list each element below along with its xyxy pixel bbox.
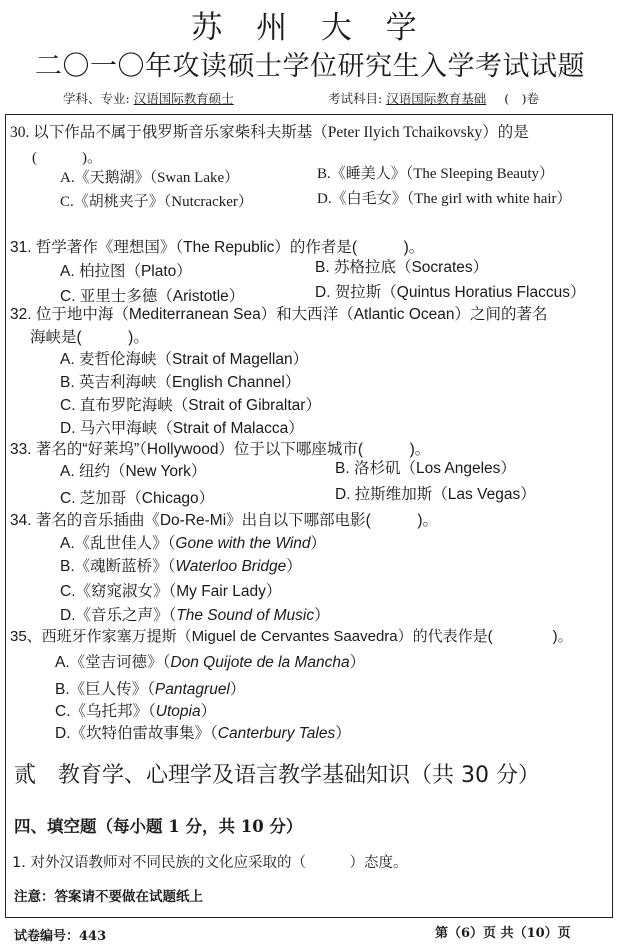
option-cn: A.《乱世佳人》（ — [60, 535, 176, 552]
subject-field — [63, 89, 234, 107]
question-30-option-a: A.《天鹅湖》（Swan Lake） — [60, 170, 240, 186]
course-label: 考试科目: — [328, 91, 383, 106]
question-33-option-a: A. 纽约（New York） — [60, 463, 207, 480]
question-34-stem: 34. 著名的音乐插曲《Do-Re-Mi》出自以下哪部电影( )。 — [10, 512, 438, 529]
question-32-stem-cont: 海峡是( )。 — [30, 329, 149, 346]
question-32-option-b: B. 英吉利海峡（English Channel） — [60, 374, 301, 391]
page-info: 第（6）页 共（10）页 — [435, 926, 571, 941]
question-35-option-d — [55, 721, 351, 743]
option-end: ） — [349, 654, 366, 671]
subject-value: 汉语国际教育硕士 — [133, 91, 234, 106]
option-en: Gone with the Wind — [175, 535, 311, 552]
option-en: Utopia — [155, 703, 201, 720]
university-name: 苏 州 大 学 — [191, 10, 429, 46]
option-cn: D.《坎特伯雷故事集》（ — [55, 725, 218, 742]
part-title: 四、填空题（每小题 1 分，共 10 分） — [14, 817, 303, 836]
option-en: Canterbury Tales — [217, 725, 336, 742]
option-en: Waterloo Bridge — [175, 558, 287, 575]
question-32-option-d: D. 马六甲海峡（Strait of Malacca） — [60, 420, 304, 437]
question-32-option-a: A. 麦哲伦海峡（Strait of Magellan） — [60, 351, 309, 368]
notice: 注意：答案请不要做在试题纸上 — [14, 889, 203, 905]
option-end: ） — [286, 558, 302, 575]
option-en: Pantagruel — [154, 681, 230, 698]
option-end: ） — [335, 725, 351, 742]
paper-suffix: ( )卷 — [504, 91, 539, 106]
question-34-option-d — [60, 603, 330, 625]
option-end: ） — [310, 535, 327, 552]
question-35-option-b — [55, 677, 245, 699]
option-cn: B.《魂断蓝桥》（ — [60, 558, 176, 575]
question-31-option-b: B. 苏格拉底（Socrates） — [315, 259, 489, 276]
question-30-stem-cont: ( )。 — [32, 150, 102, 166]
question-33-option-d: D. 拉斯维加斯（Las Vegas） — [335, 486, 536, 503]
question-30-option-b: B.《睡美人》（The Sleeping Beauty） — [317, 166, 555, 182]
option-cn: A.《堂吉诃德》（ — [55, 654, 171, 671]
question-34-option-b — [60, 554, 302, 576]
question-33-option-b: B. 洛杉矶（Los Angeles） — [335, 460, 516, 477]
option-en: The Sound of Music — [176, 607, 315, 624]
option-cn: C.《乌托邦》（ — [55, 703, 156, 720]
option-cn: C.《窈窕淑女》（My Fair Lady） — [60, 583, 282, 600]
option-cn: B.《巨人传》（ — [55, 681, 155, 698]
question-33-option-c: C. 芝加哥（Chicago） — [60, 490, 215, 507]
fill-question-1: 1. 对外汉语教师对不同民族的文化应采取的（ ）态度。 — [12, 855, 408, 871]
question-32-stem: 32. 位于地中海（Mediterranean Sea）和大西洋（Atlantic Ocean）之间的著名 — [10, 306, 548, 323]
question-34-option-c — [60, 579, 281, 601]
question-31-option-d: D. 贺拉斯（Quintus Horatius Flaccus） — [315, 284, 586, 301]
option-en: Don Quijote de la Mancha — [170, 654, 350, 671]
option-cn: D.《音乐之声》（ — [60, 607, 177, 624]
question-30-option-d: D.《白毛女》（The girl with white hair） — [317, 191, 572, 207]
course-field — [328, 89, 539, 107]
question-32-option-c: C. 直布罗陀海峡（Strait of Gibraltar） — [60, 397, 321, 414]
option-end: ） — [229, 681, 246, 698]
question-30-option-c: C.《胡桃夹子》（Nutcracker） — [60, 194, 253, 210]
paper-code: 试卷编号：443 — [14, 929, 107, 944]
option-end: ） — [314, 607, 330, 624]
subject-label: 学科、专业: — [63, 91, 130, 106]
question-35-option-a — [55, 650, 365, 672]
exam-title: 二〇一〇年攻读硕士学位研究生入学考试试题 — [35, 51, 585, 82]
question-30-stem: 30. 以下作品不属于俄罗斯音乐家柴科夫斯基（Peter Ilyich Tchaikovsky）的是 — [10, 124, 529, 141]
question-31-option-c: C. 亚里士多德（Aristotle） — [60, 288, 245, 305]
question-31-option-a: A. 柏拉图（Plato） — [60, 263, 192, 280]
question-35-option-c — [55, 699, 216, 721]
option-end: ） — [200, 703, 217, 720]
question-34-option-a — [60, 531, 326, 553]
question-31-stem: 31. 哲学著作《理想国》（The Republic）的作者是( )。 — [10, 239, 425, 256]
course-value: 汉语国际教育基础 — [386, 91, 487, 106]
question-33-stem: 33. 著名的“好莱坞”（Hollywood）位于以下哪座城市( )。 — [10, 441, 431, 458]
section-title: 贰 教育学、心理学及语言教学基础知识（共 30 分） — [14, 763, 540, 788]
question-35-stem: 35、西班牙作家塞万提斯（Miguel de Cervantes Saavedra）的代表作是( )。 — [10, 628, 573, 645]
